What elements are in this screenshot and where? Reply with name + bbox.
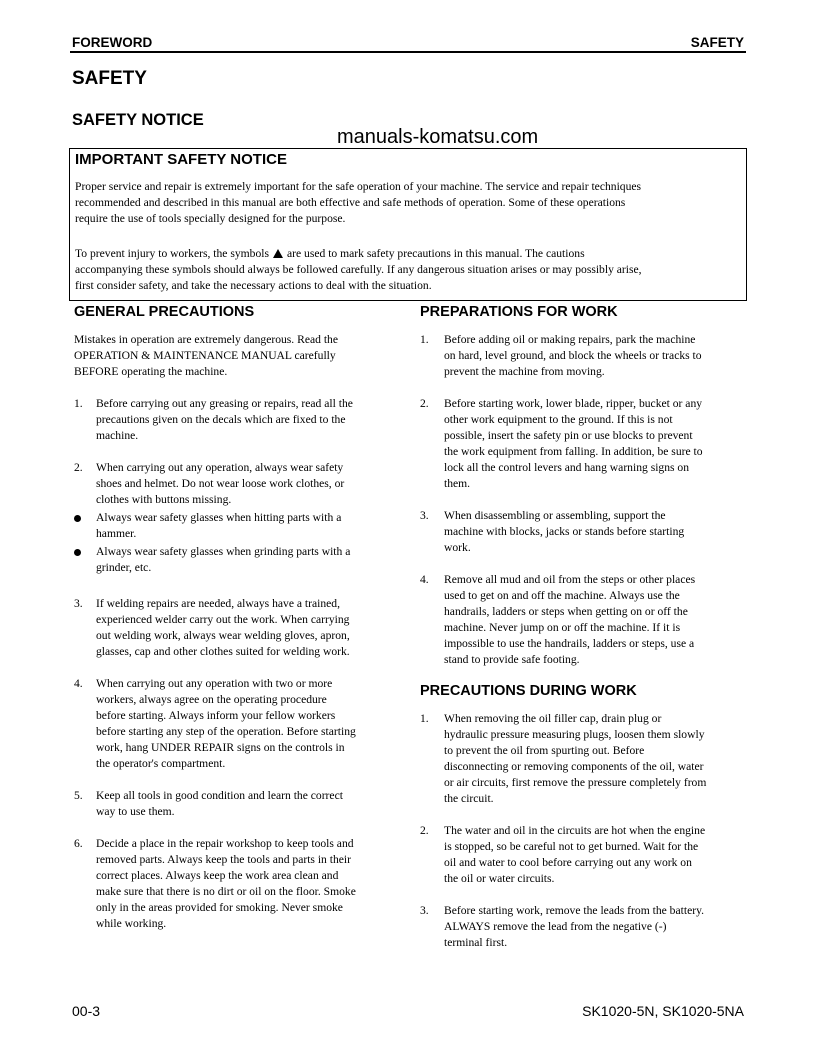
notice-paragraph-1: Proper service and repair is extremely important for the safe operation of your machine. The service and repair techniques recommended and described in this manual are both effective and safe methods of operation. Some of these operations require the use of tools specially designed for the purpose. (75, 180, 642, 225)
notice-paragraph-2-line-1 (75, 246, 585, 262)
general-list-item: Keep all tools in good condition and learn the correct way to use them. (96, 789, 343, 818)
item-number: 1. (74, 397, 83, 410)
during-list-item: When removing the oil filler cap, drain plug or hydraulic pressure measuring plugs, loosen them slowly to prevent the oil from spurting out. Before disconnecting or removing components of the oil, water or air circuits, first remove the pressure completely from the circuit. (444, 712, 707, 805)
general-list-item: If welding repairs are needed, always have a trained, experienced welder carry out the work. When carrying out welding work, always wear welding gloves, apron, glasses, cap and other clothes suited for welding work. (96, 597, 350, 658)
model-number: SK1020-5N, SK1020-5NA (582, 1003, 744, 1019)
preparations-list-item: Remove all mud and oil from the steps or other places used to get on and off the machine. Always use the handrails, ladders or steps when getting on or off the machine. Never jump on or off the machine. If it is impossible to use the handrails, ladders or steps, use a stand to provide safe footing. (444, 573, 696, 666)
preparations-list-item: Before adding oil or making repairs, park the machine on hard, level ground, and block the wheels or tracks to prevent the machine from moving. (444, 333, 702, 378)
item-number: 1. (420, 333, 429, 346)
header-section-left: FOREWORD (72, 35, 153, 50)
header-rule (70, 51, 746, 53)
item-number: 2. (420, 824, 429, 837)
preparations-list-item: When disassembling or assembling, support the machine with blocks, jacks or stands before starting work. (444, 509, 685, 554)
item-number: 2. (420, 397, 429, 410)
general-list-item: Always wear safety glasses when hitting parts with a hammer. (96, 511, 342, 540)
header-section-right: SAFETY (690, 35, 744, 50)
general-intro: Mistakes in operation are extremely dangerous. Read the OPERATION & MAINTENANCE MANUAL carefully BEFORE operating the machine. (74, 333, 338, 378)
notice-title: IMPORTANT SAFETY NOTICE (75, 151, 287, 168)
bullet-icon (74, 515, 81, 522)
bullet-icon (74, 549, 81, 556)
item-number: 6. (74, 837, 83, 850)
notice-paragraph-2-rest: accompanying these symbols should always be followed carefully. If any dangerous situation arises or may possibly arise, first consider safety, and take the necessary actions to deal with the situation. (75, 263, 642, 292)
preparations-list-item: Before starting work, lower blade, ripper, bucket or any other work equipment to the ground. If this is not possible, insert the safety pin or use blocks to prevent the work equipment from falling. In addition, be sure to lock all the control levers and hang warning signs on them. (444, 397, 703, 490)
general-precautions-heading: GENERAL PRECAUTIONS (74, 304, 255, 320)
section-title: SAFETY NOTICE (72, 111, 204, 129)
during-list-item: The water and oil in the circuits are hot when the engine is stopped, so be careful not to get burned. Wait for the oil and water to cool before carrying out any work on the oil or water circuits. (444, 824, 706, 885)
item-number: 4. (74, 677, 83, 690)
during-work-heading: PRECAUTIONS DURING WORK (420, 683, 637, 699)
item-number: 3. (74, 597, 83, 610)
notice-text: To prevent injury to workers, the symbols (75, 247, 269, 260)
general-list-item: Always wear safety glasses when grinding parts with a grinder, etc. (96, 545, 351, 574)
notice-text: are used to mark safety precautions in this manual. The cautions (287, 247, 585, 260)
item-number: 4. (420, 573, 429, 586)
item-number: 3. (420, 904, 429, 917)
item-number: 1. (420, 712, 429, 725)
general-list-item: Decide a place in the repair workshop to keep tools and removed parts. Always keep the tools and parts in their correct places. Always keep the work area clean and make sure that there is no dirt or oil on the floor. Smoke only in the areas provided for smoking. Never smoke while working. (96, 837, 356, 930)
item-number: 5. (74, 789, 83, 802)
watermark: manuals-komatsu.com (337, 126, 539, 148)
page-number: 00-3 (72, 1003, 101, 1019)
item-number: 2. (74, 461, 83, 474)
general-list-item: When carrying out any operation with two or more workers, always agree on the operating procedure before starting. Always inform your fellow workers before starting any step of the operation. Before starting work, hang UNDER REPAIR signs on the controls in the operator's compartment. (96, 677, 356, 770)
warning-triangle-icon (273, 249, 283, 258)
item-number: 3. (420, 509, 429, 522)
general-list-item: Before carrying out any greasing or repairs, read all the precautions given on the decals which are fixed to the machine. (96, 397, 353, 442)
page-title: SAFETY (72, 68, 147, 89)
general-list-item: When carrying out any operation, always wear safety shoes and helmet. Do not wear loose work clothes, or clothes with buttons missing. (96, 461, 345, 506)
preparations-heading: PREPARATIONS FOR WORK (420, 304, 618, 320)
during-list-item: Before starting work, remove the leads from the battery. ALWAYS remove the lead from the negative (-) terminal first. (444, 904, 705, 949)
